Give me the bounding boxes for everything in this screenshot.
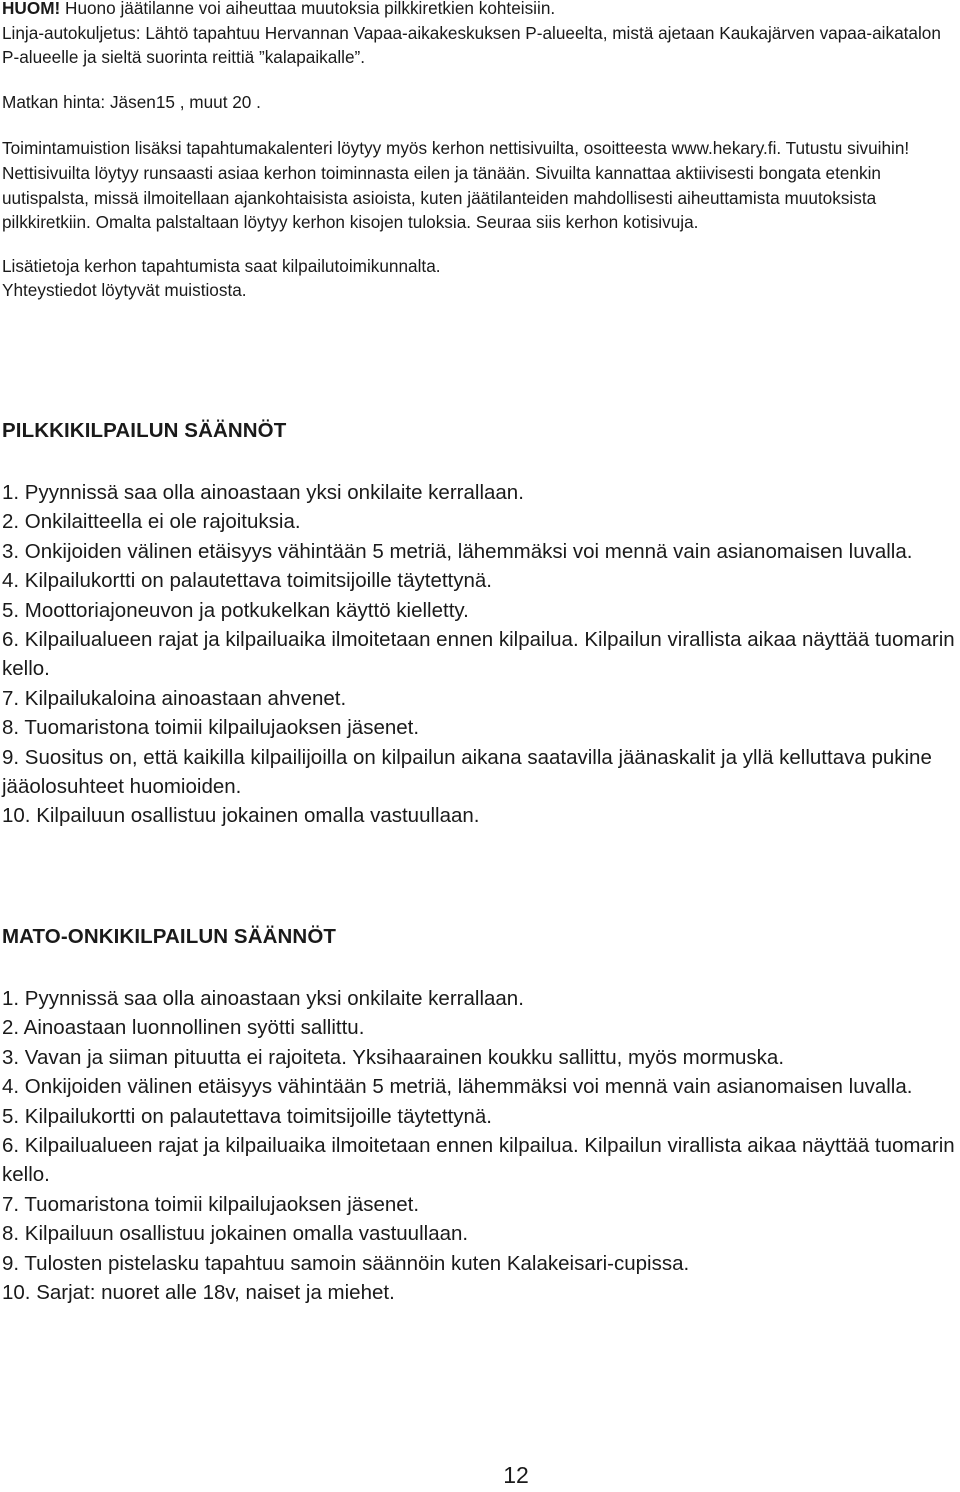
list-item: 8. Kilpailuun osallistuu jokainen omalla vastuullaan. <box>2 1222 469 1246</box>
info-line-2: Yhteystiedot löytyvät muistiosta. <box>2 280 247 301</box>
bus-paragraph: Linja-autokuljetus: Lähtö tapahtuu Hervannan Vapaa-aikakeskuksen P-alueelta, mistä ajetaan Kaukajärven vapaa-aikatalon P-alueelle ja sieltä suorinta reittiä ”kalapaikalle”. <box>2 22 941 68</box>
list-item: 9. Tulosten pistelasku tapahtuu samoin säännöin kuten Kalakeisari-cupissa. <box>2 1251 690 1275</box>
mato-rules-list <box>2 984 960 1307</box>
warning-text: Huono jäätilanne voi aiheuttaa muutoksia pilkkiretkien kohteisiin. <box>60 0 556 18</box>
intro-text <box>2 0 960 303</box>
calendar-paragraph: Toimintamuistion lisäksi tapahtumakalenteri löytyy myös kerhon nettisivuilta, osoitteesta www.hekary.fi. Tutustu sivuihin! Nettisivuilta löytyy runsaasti asiaa kerhon toiminnasta eilen ja tänään. Sivuilta kannattaa aktiivisesti bongata etenkin uutispalsta, missä ilmoitellaan ajankohtaisista asioista, kuten jäätilanteiden mahdollisesti aiheuttamista muutoksista pilkkiretkiin. Omalta palstaltaan löytyy kerhon kisojen tuloksia. Seuraa siis kerhon kotisivuja. <box>2 138 910 233</box>
list-item: 10. Sarjat: nuoret alle 18v, naiset ja miehet. <box>2 1281 395 1305</box>
list-item: 8. Tuomaristona toimii kilpailujaoksen jäsenet. <box>2 716 420 740</box>
list-item: 4. Onkijoiden välinen etäisyys vähintään 5 metriä, lähemmäksi voi mennä vain asianomaisen luvalla. <box>2 1075 913 1099</box>
pilkki-rules-title: PILKKIKILPAILUN SÄÄNNÖT <box>2 419 287 442</box>
info-line-1: Lisätietoja kerhon tapahtumista saat kilpailutoimikunnalta. <box>2 255 441 276</box>
page-number: 12 <box>503 1462 529 1488</box>
list-item: 1. Pyynnissä saa olla ainoastaan yksi onkilaite kerrallaan. <box>2 481 524 504</box>
list-item: 7. Kilpailukaloina ainoastaan ahvenet. <box>2 686 347 710</box>
list-item: 5. Kilpailukortti on palautettava toimitsijoille täytettynä. <box>2 1104 492 1128</box>
list-item: 6. Kilpailualueen rajat ja kilpailuaika ilmoitetaan ennen kilpailua. Kilpailun virallista aikaa näyttää tuomarin kello. <box>2 628 955 681</box>
list-item: 1. Pyynnissä saa olla ainoastaan yksi onkilaite kerrallaan. <box>2 987 524 1010</box>
price-paragraph: Matkan hinta: Jäsen15 , muut 20 . <box>2 91 261 112</box>
pilkki-rules-list <box>2 478 960 831</box>
list-item: 5. Moottoriajoneuvon ja potkukelkan käyttö kielletty. <box>2 598 469 622</box>
warning-label: HUOM! <box>2 0 61 18</box>
list-item: 2. Ainoastaan luonnollinen syötti sallittu. <box>2 1016 365 1040</box>
warning-paragraph <box>2 0 960 21</box>
list-item: 2. Onkilaitteella ei ole rajoituksia. <box>2 510 301 534</box>
list-item: 10. Kilpailuun osallistuu jokainen omalla vastuullaan. <box>2 804 480 828</box>
list-item: 6. Kilpailualueen rajat ja kilpailuaika ilmoitetaan ennen kilpailua. Kilpailun virallista aikaa näyttää tuomarin kello. <box>2 1134 955 1187</box>
intro-section <box>2 0 960 303</box>
list-item: 4. Kilpailukortti on palautettava toimitsijoille täytettynä. <box>2 569 492 593</box>
list-item: 9. Suositus on, että kaikilla kilpailijoilla on kilpailun aikana saatavilla jäänaskalit ja yllä kelluttava pukine jääolosuhteet huomioiden. <box>2 745 932 799</box>
list-item: 7. Tuomaristona toimii kilpailujaoksen jäsenet. <box>2 1192 420 1216</box>
list-item: 3. Onkijoiden välinen etäisyys vähintään 5 metriä, lähemmäksi voi mennä vain asianomaisen luvalla. <box>2 539 913 563</box>
list-item: 3. Vavan ja siiman pituutta ei rajoiteta. Yksihaarainen koukku sallittu, myös mormuska. <box>2 1045 785 1069</box>
mato-rules-title: MATO-ONKIKILPAILUN SÄÄNNÖT <box>2 925 336 948</box>
